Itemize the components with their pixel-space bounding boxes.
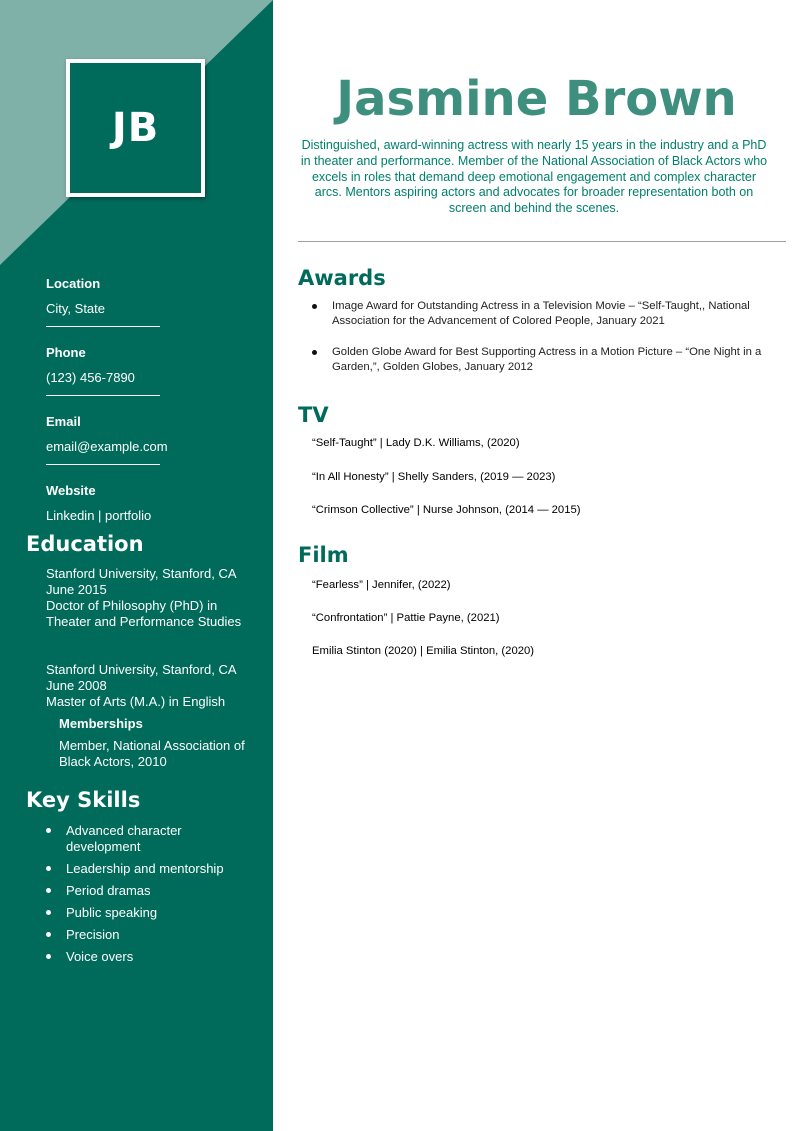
contact-email [46, 414, 246, 465]
tv-entry: “In All Honesty” | Shelly Sanders, (2019 — 2023) [312, 471, 556, 483]
education-entry [46, 566, 261, 630]
education-school: Stanford University, Stanford, CA [46, 566, 237, 581]
contact-value: City, State [46, 301, 106, 316]
contact-value: email@example.com [46, 439, 168, 454]
award-item: Golden Globe Award for Best Supporting Actress in a Motion Picture – “One Night in a Garden,”, Golden Globes, January 2012 [312, 345, 772, 375]
contact-divider [46, 326, 160, 327]
award-item: Image Award for Outstanding Actress in a Television Movie – “Self-Taught,, National Association for the Advancement of Colored People, January 2021 [312, 299, 772, 329]
skill-item: Leadership and mentorship [46, 861, 256, 877]
memberships-text: Member, National Association of Black Actors, 2010 [59, 738, 245, 769]
contact-section [46, 276, 246, 542]
skill-item: Public speaking [46, 905, 256, 921]
film-entry: “Fearless” | Jennifer, (2022) [312, 579, 451, 591]
awards-heading: Awards [298, 266, 386, 290]
tv-entry: “Crimson Collective” | Nurse Johnson, (2014 — 2015) [312, 504, 581, 516]
monogram-box [66, 59, 205, 197]
contact-label: Email [46, 414, 81, 429]
contact-divider [46, 395, 160, 396]
skill-item: Voice overs [46, 949, 256, 965]
education-date: June 2015 [46, 582, 107, 597]
header-divider [298, 241, 786, 242]
monogram: JB [111, 105, 160, 151]
contact-divider [46, 464, 160, 465]
education-date: June 2008 [46, 678, 107, 693]
skill-item: Advanced character development [46, 823, 256, 855]
candidate-name: Jasmine Brown [336, 71, 737, 127]
awards-list [312, 299, 772, 391]
tv-heading: TV [298, 403, 329, 427]
education-entry [46, 662, 261, 710]
skill-item: Period dramas [46, 883, 256, 899]
education-degree: Doctor of Philosophy (PhD) in Theater and Performance Studies [46, 598, 242, 629]
contact-label: Location [46, 276, 101, 291]
skills-list [46, 823, 256, 971]
education-heading: Education [26, 532, 144, 556]
contact-location [46, 276, 246, 327]
education-school: Stanford University, Stanford, CA [46, 662, 237, 677]
education-degree: Master of Arts (M.A.) in English [46, 694, 226, 709]
memberships-heading: Memberships [59, 716, 143, 731]
contact-value: Linkedin | portfolio [46, 508, 152, 523]
skill-item: Precision [46, 927, 256, 943]
tv-entry: “Self-Taught” | Lady D.K. Williams, (2020) [312, 437, 520, 449]
film-entry: Emilia Stinton (2020) | Emilia Stinton, (2020) [312, 645, 535, 657]
film-entry: “Confrontation” | Pattie Payne, (2021) [312, 612, 500, 624]
summary-text: Distinguished, award-winning actress with nearly 15 years in the industry and a PhD in theater and performance. Member of the National Association of Black Actors who excels in roles that demand deep emotional engagement and complex character arcs. Mentors aspiring actors and advocates for broader representation both on screen and behind the scenes. [300, 138, 768, 216]
film-heading: Film [298, 543, 349, 567]
contact-label: Website [46, 483, 96, 498]
contact-phone [46, 345, 246, 396]
sidebar [0, 0, 273, 1131]
skills-heading: Key Skills [26, 788, 141, 812]
contact-website [46, 483, 246, 524]
contact-value: (123) 456-7890 [46, 370, 135, 385]
contact-label: Phone [46, 345, 86, 360]
